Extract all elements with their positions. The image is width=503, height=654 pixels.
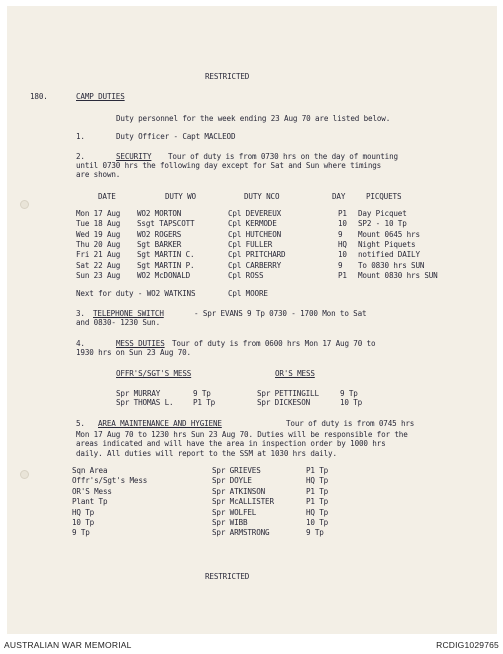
security-title: SECURITY [116, 152, 152, 161]
area-maintenance-text: Tour of duty is from 0745 hrs [286, 419, 415, 428]
roster-cell: WO2 ROGERS [137, 229, 182, 239]
roster-cell: notified DAILY [358, 250, 420, 260]
roster-cell: 9 [338, 229, 343, 239]
item-number: 2. [76, 152, 85, 161]
column-header: PICQUETS [366, 192, 402, 201]
classification-footer: RESTRICTED [205, 572, 250, 581]
column-header: DUTY NCO [244, 192, 280, 201]
duty-officer: Duty Officer - Capt MACLEOD [116, 132, 236, 141]
roster-cell: Sgt MARTIN P. [137, 260, 195, 270]
roster-cell: HQ Tp [306, 507, 329, 517]
punch-hole [20, 200, 29, 209]
roster-cell: P1 Tp [193, 398, 216, 407]
roster-cell: HQ [338, 239, 347, 249]
roster-cell: Sun 23 Aug [76, 270, 121, 280]
area-maintenance-title: AREA MAINTENANCE AND HYGIENE [98, 419, 222, 428]
section-title: CAMP DUTIES [76, 92, 125, 101]
item-number: 3. [76, 309, 85, 318]
area-maintenance-text: daily. All duties will report to the SSM at 1030 hrs daily. [76, 449, 337, 458]
column-header: DAY [332, 192, 346, 201]
roster-cell: Cpl KERMODE [228, 219, 277, 229]
roster-cell: 9 Tp [306, 528, 324, 538]
roster-cell: Tue 18 Aug [76, 219, 121, 229]
roster-cell: Sqn Area [72, 466, 108, 475]
telephone-switch-text: - Spr EVANS 9 Tp 0730 - 1700 Mon to Sat [194, 309, 367, 318]
roster-cell: Cpl PRITCHARD [228, 250, 286, 260]
roster-cell: 9 [338, 260, 343, 270]
roster-cell: Night Piquets [358, 239, 416, 249]
item-number: 1. [76, 132, 85, 141]
next-for-duty: Next for duty - WO2 WATKINS [76, 289, 196, 298]
archive-reference: RCDIG1029765 [436, 640, 499, 650]
roster-cell: Cpl ROSS [228, 270, 264, 280]
security-text: are shown. [76, 170, 121, 179]
column-header: DUTY WO [165, 192, 196, 201]
roster-cell: Ssgt TAPSCOTT [137, 219, 195, 229]
roster-cell: Sgt MARTIN C. [137, 250, 195, 260]
area-maintenance-text: areas indicated and will have the area in inspection order by 1000 hrs [76, 439, 386, 448]
security-text: Tour of duty is from 0730 hrs on the day of mounting [168, 152, 398, 161]
roster-cell: Spr WIBB [212, 518, 248, 527]
roster-cell: Mon 17 Aug [76, 209, 121, 218]
item-number: 4. [76, 339, 85, 348]
roster-cell: Plant Tp [72, 497, 108, 507]
roster-cell: OR'S Mess [72, 486, 112, 496]
next-nco: Cpl MOORE [228, 289, 268, 298]
offr-mess-title: OFFR'S/SGT'S MESS [116, 369, 192, 378]
roster-cell: 10 Tp [72, 518, 95, 527]
roster-cell: Spr ARMSTRONG [212, 528, 270, 538]
roster-cell: To 0830 hrs SUN [358, 260, 425, 270]
roster-cell: Cpl CARBERRY [228, 260, 282, 270]
roster-cell: Mount 0645 hrs [358, 229, 420, 239]
roster-cell: Day Picquet [358, 209, 407, 218]
roster-cell: 10 [338, 219, 347, 229]
roster-cell: Spr PETTINGILL [257, 389, 319, 398]
mess-duties-text: Tour of duty is from 0600 hrs Mon 17 Aug 70 to [172, 339, 376, 348]
roster-cell: 10 Tp [340, 398, 363, 407]
roster-cell: HQ Tp [72, 507, 95, 517]
roster-cell: Thu 20 Aug [76, 239, 121, 249]
roster-cell: 9 Tp [340, 389, 358, 398]
roster-cell: Cpl HUTCHEON [228, 229, 282, 239]
roster-cell: Cpl FULLER [228, 239, 273, 249]
mess-duties-title: MESS DUTIES [116, 339, 165, 348]
roster-cell: Sat 22 Aug [76, 260, 121, 270]
roster-cell: Mount 0830 hrs SUN [358, 270, 438, 280]
roster-cell: Spr GRIEVES [212, 466, 261, 475]
page-number: 180. [30, 92, 48, 101]
roster-cell: Spr WOLFEL [212, 507, 257, 517]
roster-cell: Fri 21 Aug [76, 250, 121, 260]
roster-cell: Sgt BARKER [137, 239, 182, 249]
item-number: 5. [76, 419, 85, 428]
roster-cell: P1 [338, 209, 347, 218]
intro-text: Duty personnel for the week ending 23 Aug 70 are listed below. [116, 114, 391, 123]
roster-cell: 10 [338, 250, 347, 260]
mess-duties-text: 1930 hrs on Sun 23 Aug 70. [76, 348, 191, 357]
roster-cell: Offr's/Sgt's Mess [72, 476, 148, 486]
telephone-switch-title: TELEPHONE SWITCH [93, 309, 164, 318]
roster-cell: 9 Tp [72, 528, 90, 538]
roster-cell: Spr ATKINSON [212, 486, 266, 496]
roster-cell: HQ Tp [306, 476, 329, 486]
telephone-switch-text: and 0830- 1230 Sun. [76, 318, 161, 327]
roster-cell: Spr DOYLE [212, 476, 252, 486]
roster-cell: 9 Tp [193, 389, 211, 398]
roster-cell: Wed 19 Aug [76, 229, 121, 239]
classification-header: RESTRICTED [205, 72, 250, 81]
archive-institution: AUSTRALIAN WAR MEMORIAL [4, 640, 132, 650]
security-text: until 0730 hrs the following day except for Sat and Sun where timings [76, 161, 382, 170]
roster-cell: WO2 McDONALD [137, 270, 191, 280]
or-mess-title: OR'S MESS [275, 369, 315, 378]
roster-cell: 10 Tp [306, 518, 329, 527]
roster-cell: P1 Tp [306, 466, 329, 475]
roster-cell: Spr THOMAS L. [116, 398, 174, 407]
punch-hole [20, 470, 29, 479]
roster-cell: P1 Tp [306, 486, 329, 496]
roster-cell: P1 Tp [306, 497, 329, 507]
roster-cell: Spr MURRAY [116, 389, 161, 398]
roster-cell: Spr McALLISTER [212, 497, 274, 507]
roster-cell: Cpl DEVEREUX [228, 209, 282, 218]
column-header: DATE [98, 192, 116, 201]
roster-cell: SP2 - 10 Tp [358, 219, 407, 229]
roster-cell: Spr DICKESON [257, 398, 311, 407]
roster-cell: WO2 MORTON [137, 209, 182, 218]
area-maintenance-text: Mon 17 Aug 70 to 1230 hrs Sun 23 Aug 70. Duties will be responsible for the [76, 430, 408, 439]
roster-cell: P1 [338, 270, 347, 280]
